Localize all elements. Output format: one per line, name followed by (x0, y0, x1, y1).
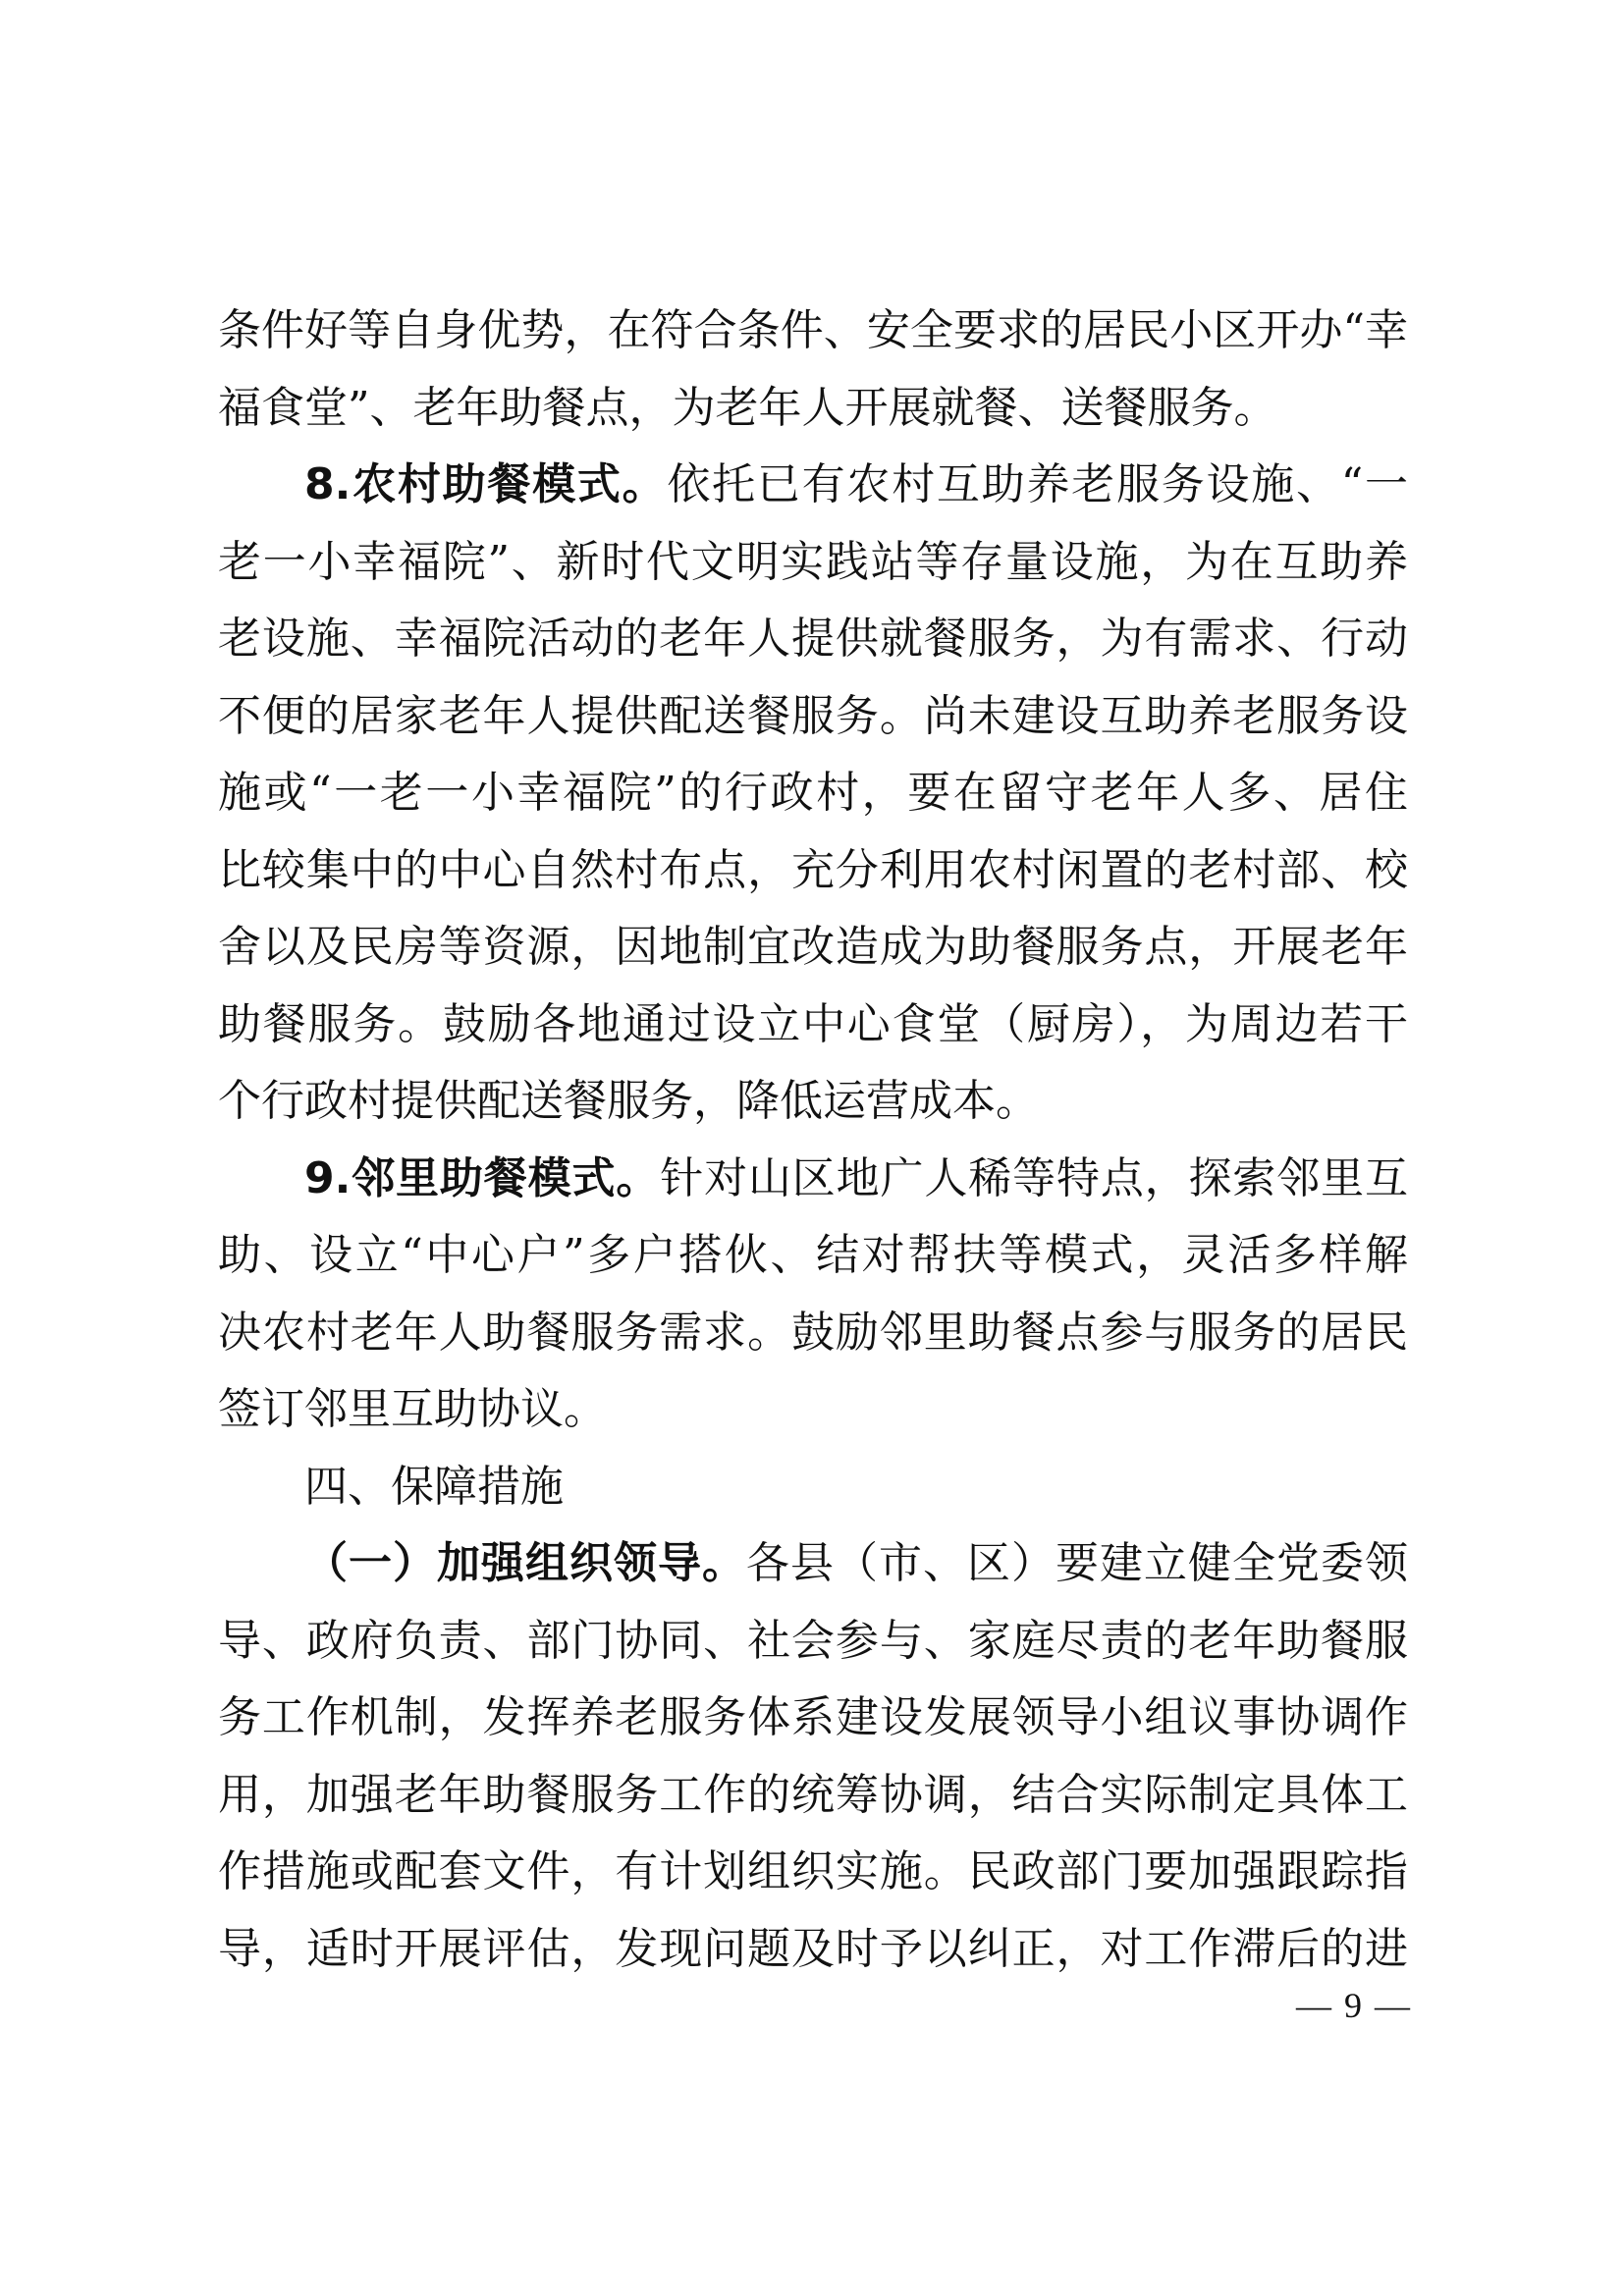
text-line: 助餐服务。鼓励各地通过设立中心食堂（厨房），为周边若干 (218, 998, 1408, 1049)
text-line: （一）加强组织领导。各县（市、区）要建立健全党委领 (304, 1538, 1408, 1588)
section-label: （一）加强组织领导。 (304, 1538, 746, 1588)
text-line: 个行政村提供配送餐服务，降低运营成本。 (218, 1076, 1039, 1126)
text-line: 福食堂”、老年助餐点，为老年人开展就餐、送餐服务。 (218, 382, 1277, 433)
text-line: 比较集中的中心自然村布点，充分利用农村闲置的老村部、校 (218, 844, 1408, 895)
text-line: 不便的居家老年人提供配送餐服务。尚未建设互助养老服务设 (218, 690, 1408, 741)
text-line: 导，适时开展评估，发现问题及时予以纠正，对工作滞后的进 (218, 1923, 1408, 1974)
section-label: 8.农村助餐模式。 (304, 459, 668, 509)
section-label: 9.邻里助餐模式。 (304, 1152, 661, 1203)
text-line: 作措施或配套文件，有计划组织实施。民政部门要加强跟踪指 (218, 1846, 1408, 1896)
text-line: 条件好等自身优势，在符合条件、安全要求的居民小区开办“幸 (218, 305, 1408, 355)
text-line: 老设施、幸福院活动的老年人提供就餐服务，为有需求、行动 (218, 614, 1408, 664)
text-line: 签订邻里互助协议。 (218, 1384, 607, 1434)
page-number: — 9 — (1296, 1986, 1412, 2025)
text-line: 助、设立“中心户”多户搭伙、结对帮扶等模式，灵活多样解 (218, 1230, 1408, 1280)
text-line: 用，加强老年助餐服务工作的统筹协调，结合实际制定具体工 (218, 1769, 1408, 1820)
text-line: 8.农村助餐模式。依托已有农村互助养老服务设施、“一 (304, 459, 1408, 509)
text-line: 舍以及民房等资源，因地制宜改造成为助餐服务点，开展老年 (218, 922, 1408, 972)
section-heading: 四、保障措施 (304, 1461, 564, 1512)
text-line: 9.邻里助餐模式。针对山区地广人稀等特点，探索邻里互 (304, 1152, 1408, 1203)
text-line: 施或“一老一小幸福院”的行政村，要在留守老年人多、居住 (218, 768, 1408, 818)
text-line: 决农村老年人助餐服务需求。鼓励邻里助餐点参与服务的居民 (218, 1307, 1408, 1358)
text-line: 老一小幸福院”、新时代文明实践站等存量设施，为在互助养 (218, 536, 1408, 587)
document-body (218, 293, 1408, 1988)
text-line: 务工作机制，发挥养老服务体系建设发展领导小组议事协调作 (218, 1692, 1408, 1742)
text-line: 导、政府负责、部门协同、社会参与、家庭尽责的老年助餐服 (218, 1615, 1408, 1666)
